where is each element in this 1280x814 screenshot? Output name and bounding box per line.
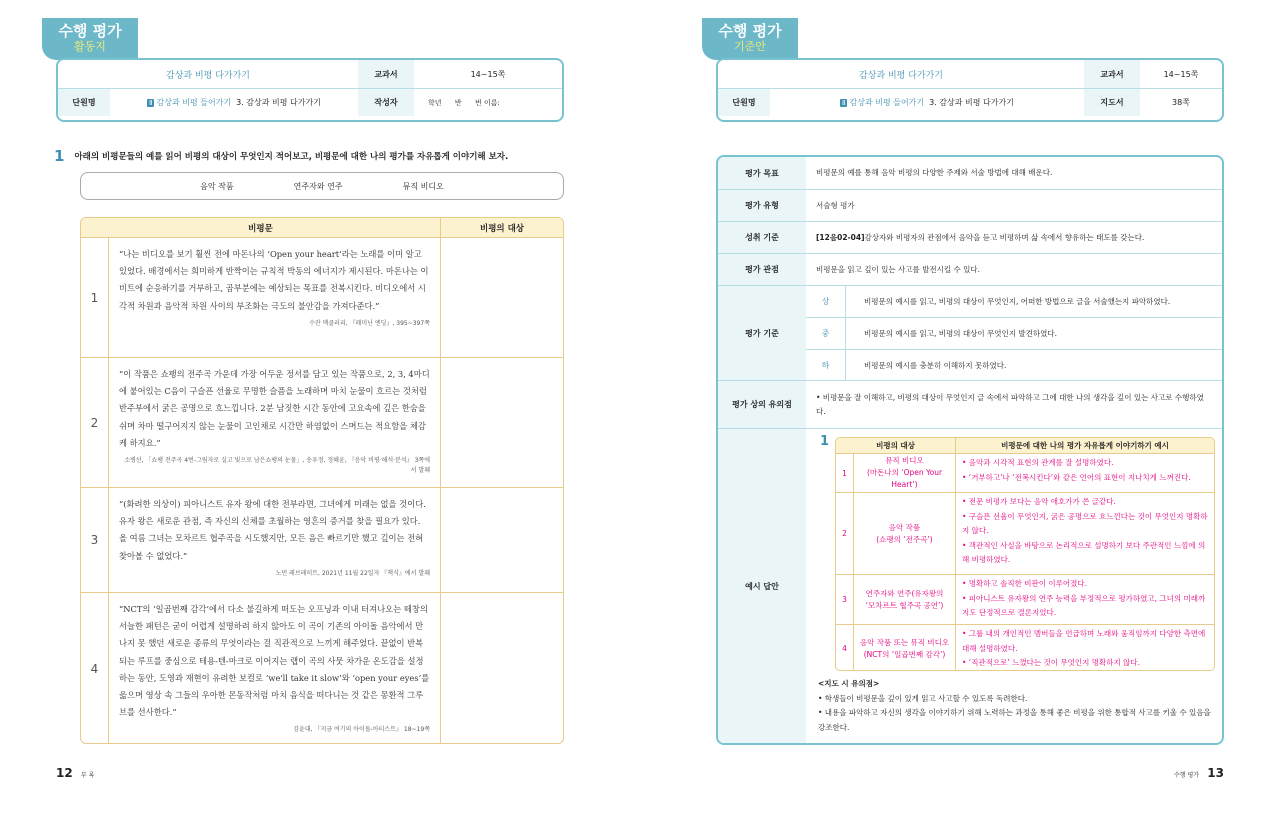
target-answer-cell[interactable] bbox=[441, 488, 563, 592]
ans-col-target: 비평의 대상 bbox=[836, 438, 956, 453]
col-critique: 비평문 bbox=[81, 218, 441, 237]
answer-line: • ‘직관적으로’ 느꼈다는 것이 무엇인지 명확하지 않다. bbox=[962, 658, 1141, 667]
critique-text: “NCT의 ‘일곱번째 감각’에서 다소 불길하게 떠도는 오프닝과 이내 터져나오는 떼창의 서늘한 패턴은 굳이 어렵게 설명하려 하지 않아도 이 곡이 기존의 아이돌 음악에서 만나지 못 했던 새로운 종류의 무엇이라는 걸 직관적으로 느끼게 해주었다. 끝없이 반복되는 루프를 중심으로 테용-텐-마크로 이어지는 랩이 곡의 사뭇 차가운 온도감을 설정하는 동안, 도영과 재현이 유려한 보컬로 ‘we'll take it slow’와 ‘open your eyes’를 읊으며 영상 속 그들의 우아한 몬동작처럼 마치 음식을 떠다니는 것 같은 몽환적 그루브를 선사한다.” bbox=[119, 604, 430, 718]
word-music-video: 뮤직 비디오 bbox=[402, 181, 444, 191]
notes-title: <지도 시 유의점> bbox=[818, 679, 880, 688]
row-number: 2 bbox=[81, 358, 109, 487]
ans-col-eval: 비평문에 대한 나의 평가 자유롭게 이야기하기 예시 bbox=[1001, 441, 1169, 450]
critique-text: “(화려한 의상이) 피아니스트 유자 왕에 대한 전부라면, 그녀에게 미래는 없을 것이다. 유자 왕은 새로운 관점, 즉 자신의 신체를 초월하는 영혼의 증거를 찾을 필요가 있다. 올 여름 그녀는 모차르트 협주곡을 시도했지만, 모든 음은 빠르기만 했고 깊이는 전혀 찾아볼 수 없었다.” bbox=[119, 499, 426, 561]
page-number: 13 bbox=[1207, 766, 1224, 780]
table-row bbox=[81, 487, 563, 592]
unit-name-cell bbox=[770, 89, 1084, 116]
word-music-work: 음악 작품 bbox=[200, 181, 234, 191]
activity-tag bbox=[42, 18, 138, 60]
target-answer-cell[interactable] bbox=[441, 593, 563, 744]
notes-item: • 내용을 파악하고 자신의 생각을 이야기하기 위해 노력하는 과정을 통해 좋은 비평을 위한 통합적 사고를 키울 수 있음을 강조한다. bbox=[818, 708, 1211, 732]
answer-row bbox=[836, 624, 1214, 671]
answer-row bbox=[836, 574, 1214, 624]
note-label: 평가 상의 유의점 bbox=[718, 381, 806, 428]
unit-label: 단원명 bbox=[718, 89, 770, 116]
criteria-tag bbox=[702, 18, 798, 60]
critique-text: “나는 비디오를 보기 훨씬 전에 마돈나의 ‘Open your heart’라는 노래를 이미 알고 있었다. 배경에서는 희미하게 반짝이는 규칙적 박동의 에너지가 제시된다. 마돈나는 이 비트에 순응하기를 거부하고, 곱부분에는 예상되는 목표를 전복시킨다. 비디오에서 시각적 차원과 음악적 차원 사이의 부조화는 극도의 불안감을 가져다준다.” bbox=[119, 249, 429, 311]
grade-low-desc: 비평문의 예시를 충분히 이해하지 못하였다. bbox=[864, 360, 1007, 370]
answer-line: • 그룹 내의 개인적인 멤버들을 언급하며 노래와 움직임까지 다양한 측면에 대해 설명하였다. bbox=[962, 629, 1206, 653]
answer-target: 음악 작품 또는 뮤직 비디오 (NCT의 ‘일곱번째 감각’) bbox=[854, 625, 956, 671]
answer-row bbox=[836, 492, 1214, 574]
critique-source: 소병선, 「쇼팽 전주곡 4번-그림자로 실고 빛으로 남은쇼팽의 눈물」, 송우정, 정혜윤, 『음악 비평·해석·분석』 3쪽에서 발췌 bbox=[124, 457, 430, 475]
view-text: 비평문을 읽고 깊이 있는 사고를 발전시킬 수 있다. bbox=[816, 264, 980, 274]
grade-high: 상 bbox=[806, 286, 846, 317]
textbook-value: 14~15쪽 bbox=[1163, 69, 1199, 79]
unit-label: 단원명 bbox=[58, 89, 110, 116]
standard-label: 성취 기준 bbox=[718, 222, 806, 253]
view-label: 평가 관점 bbox=[718, 254, 806, 285]
left-header-table bbox=[56, 58, 564, 122]
tag-subtitle: 활동지 bbox=[74, 40, 106, 53]
guide-value: 38쪽 bbox=[1172, 98, 1190, 107]
unit-sub: 3. 감상과 비평 다가가기 bbox=[929, 98, 1014, 107]
row-number: 1 bbox=[81, 238, 109, 357]
unit-name-cell bbox=[110, 89, 358, 116]
goal-label: 평가 목표 bbox=[718, 157, 806, 189]
page-label: 부 록 bbox=[80, 772, 95, 779]
tag-subtitle: 기준안 bbox=[734, 40, 766, 53]
target-answer-cell[interactable] bbox=[441, 358, 563, 487]
target-answer-cell[interactable] bbox=[441, 238, 563, 357]
page-label: 수행 평가 bbox=[1174, 772, 1200, 779]
answer-target: 음악 작품 (쇼팽의 ‘전주곡’) bbox=[854, 493, 956, 574]
answer-target: 연주자와 연주(유자왕의 ‘모차르트 협주곡 공연’) bbox=[854, 575, 956, 624]
textbook-label: 교과서 bbox=[1084, 60, 1140, 88]
answer-line: • 피아니스트 유자왕의 연주 능력을 부정적으로 평가하였고, 그녀의 미래까지도 단정적으로 결론지었다. bbox=[962, 593, 1206, 617]
critique-source: 수잔 맥클러리, 『페미닌 엔딩』, 395~397쪽 bbox=[309, 319, 430, 327]
question-1 bbox=[54, 147, 508, 165]
notes-item: • 학생들이 비평문을 깊이 있게 읽고 사고할 수 있도록 독려한다. bbox=[818, 693, 1028, 703]
grade-high-desc: 비평문의 예시를 읽고, 비평의 대상이 무엇인지, 어떠한 방법으로 글을 서술했는지 파악하였다. bbox=[864, 297, 1171, 306]
answer-row-number: 2 bbox=[836, 493, 854, 574]
answer-row bbox=[836, 454, 1214, 492]
tag-title: 수행 평가 bbox=[718, 22, 782, 40]
critique-text: “이 작품은 쇼팽의 전주곡 가운데 가장 어두운 정서를 담고 있는 작품으로, 2, 3, 4마디에 붙어있는 C음이 구슬픈 선율로 무명한 슬픔을 노래하며 마치 눈물이 흐르는 것처럼 반주부에서 굵은 공명으로 흐느낍니다. 2분 남짓한 시간 동안에 고요속에 깊은 한숨을 쉬며 차마 떨구어지지 않는 눈물이 고인채로 시간만 하염없이 스며드는 적요함을 체감케 하지요.” bbox=[119, 369, 430, 448]
textbook-label: 교과서 bbox=[358, 60, 414, 88]
answer-number: 1 bbox=[820, 434, 830, 449]
right-page-number bbox=[1174, 766, 1224, 780]
answer-line: • 구슬픈 선율이 무엇인지, 굵은 공명으로 흐느낀다는 것이 무엇인지 명확하지 않다. bbox=[962, 511, 1208, 535]
criteria-label: 평가 기준 bbox=[718, 286, 806, 380]
page-number: 12 bbox=[56, 766, 73, 780]
answer-line: • ‘거부하고’나 ‘전복시킨다’와 같은 언어의 표현이 지나치게 느껴진다. bbox=[962, 472, 1191, 482]
author-fields: 학년 반 번 이름: bbox=[428, 98, 500, 107]
teaching-notes bbox=[818, 677, 1218, 735]
word-box bbox=[80, 172, 564, 200]
word-performer: 연주자와 연주 bbox=[293, 181, 343, 191]
answer-line: • 전문 비평가 보다는 음악 애호가가 쓴 글같다. bbox=[962, 497, 1116, 506]
row-number: 3 bbox=[81, 488, 109, 592]
answer-target: 뮤직 비디오 (마돈나의 ‘Open Your Heart’) bbox=[854, 454, 956, 492]
question-number: 1 bbox=[54, 147, 65, 165]
left-page-number bbox=[56, 766, 94, 780]
unit-sub: 3. 감상과 비평 다가가기 bbox=[236, 98, 321, 107]
answer-line: • 명확하고 솔직한 비판이 이루어졌다. bbox=[962, 579, 1088, 588]
unit-name: 감상과 비평 들어가기 bbox=[849, 98, 925, 107]
table-row bbox=[81, 238, 563, 357]
author-label: 작성자 bbox=[358, 89, 414, 116]
answer-table bbox=[835, 437, 1215, 671]
answer-row-number: 3 bbox=[836, 575, 854, 624]
table-row bbox=[81, 357, 563, 487]
table-row bbox=[81, 592, 563, 744]
critique-source: 김윤대, 『지금 여기의 아이돌-아티스트』 18~19쪽 bbox=[293, 726, 430, 734]
answer-line: • 객관적인 사실을 바탕으로 논리적으로 설명하기 보다 주관적인 느낌에 의해 비평하였다. bbox=[962, 540, 1206, 564]
tag-title: 수행 평가 bbox=[58, 22, 122, 40]
unit-badge: Ⅱ bbox=[149, 98, 153, 107]
goal-text: 비평문의 예를 통해 음악 비평의 다양한 주제와 서술 방법에 대해 배운다. bbox=[816, 168, 1053, 177]
answer-line: • 음악과 시각적 표현의 관계를 잘 설명하였다. bbox=[962, 458, 1114, 467]
row-number: 4 bbox=[81, 593, 109, 744]
header-title: 감상과 비평 다가가기 bbox=[859, 70, 943, 81]
answer-row-number: 4 bbox=[836, 625, 854, 671]
answer-row-number: 1 bbox=[836, 454, 854, 492]
right-header-table bbox=[716, 58, 1224, 122]
unit-name: 감상과 비평 들어가기 bbox=[156, 98, 232, 107]
grade-mid: 중 bbox=[806, 318, 846, 349]
critique-table bbox=[80, 217, 564, 744]
guide-label: 지도서 bbox=[1084, 89, 1140, 116]
header-title: 감상과 비평 다가가기 bbox=[166, 70, 250, 81]
question-text: 아래의 비평문들의 예를 읽어 비평의 대상이 무엇인지 적어보고, 비평문에 대한 나의 평가를 자유롭게 이야기해 보자. bbox=[74, 152, 509, 162]
type-text: 서술형 평가 bbox=[816, 200, 855, 210]
standard-cell bbox=[806, 222, 1222, 253]
critique-source: 노먼 레브레히트, 2021년 11월 22일자 『책식』에서 발췌 bbox=[275, 569, 430, 577]
note-text: • 비평문을 잘 이해하고, 비평의 대상이 무엇인지 글 속에서 파악하고 그에 대한 나의 생각을 깊이 있는 사고로 수행하였다. bbox=[816, 392, 1204, 416]
col-target: 비평의 대상 bbox=[479, 223, 524, 234]
type-label: 평가 유형 bbox=[718, 190, 806, 221]
grade-mid-desc: 비평문의 예시를 읽고, 비평의 대상이 무엇인지 발견하였다. bbox=[864, 329, 1057, 338]
standard-text: 감상자와 비평자의 관점에서 음악을 듣고 비평하며 삶 속에서 향유하는 태도를 갖는다. bbox=[864, 232, 1145, 242]
answer-label: 예시 답안 bbox=[718, 429, 806, 743]
textbook-value: 14~15쪽 bbox=[470, 69, 506, 79]
grade-low: 하 bbox=[806, 350, 846, 380]
unit-badge: Ⅱ bbox=[842, 98, 846, 107]
standard-code: [12음02-04] bbox=[816, 232, 865, 242]
